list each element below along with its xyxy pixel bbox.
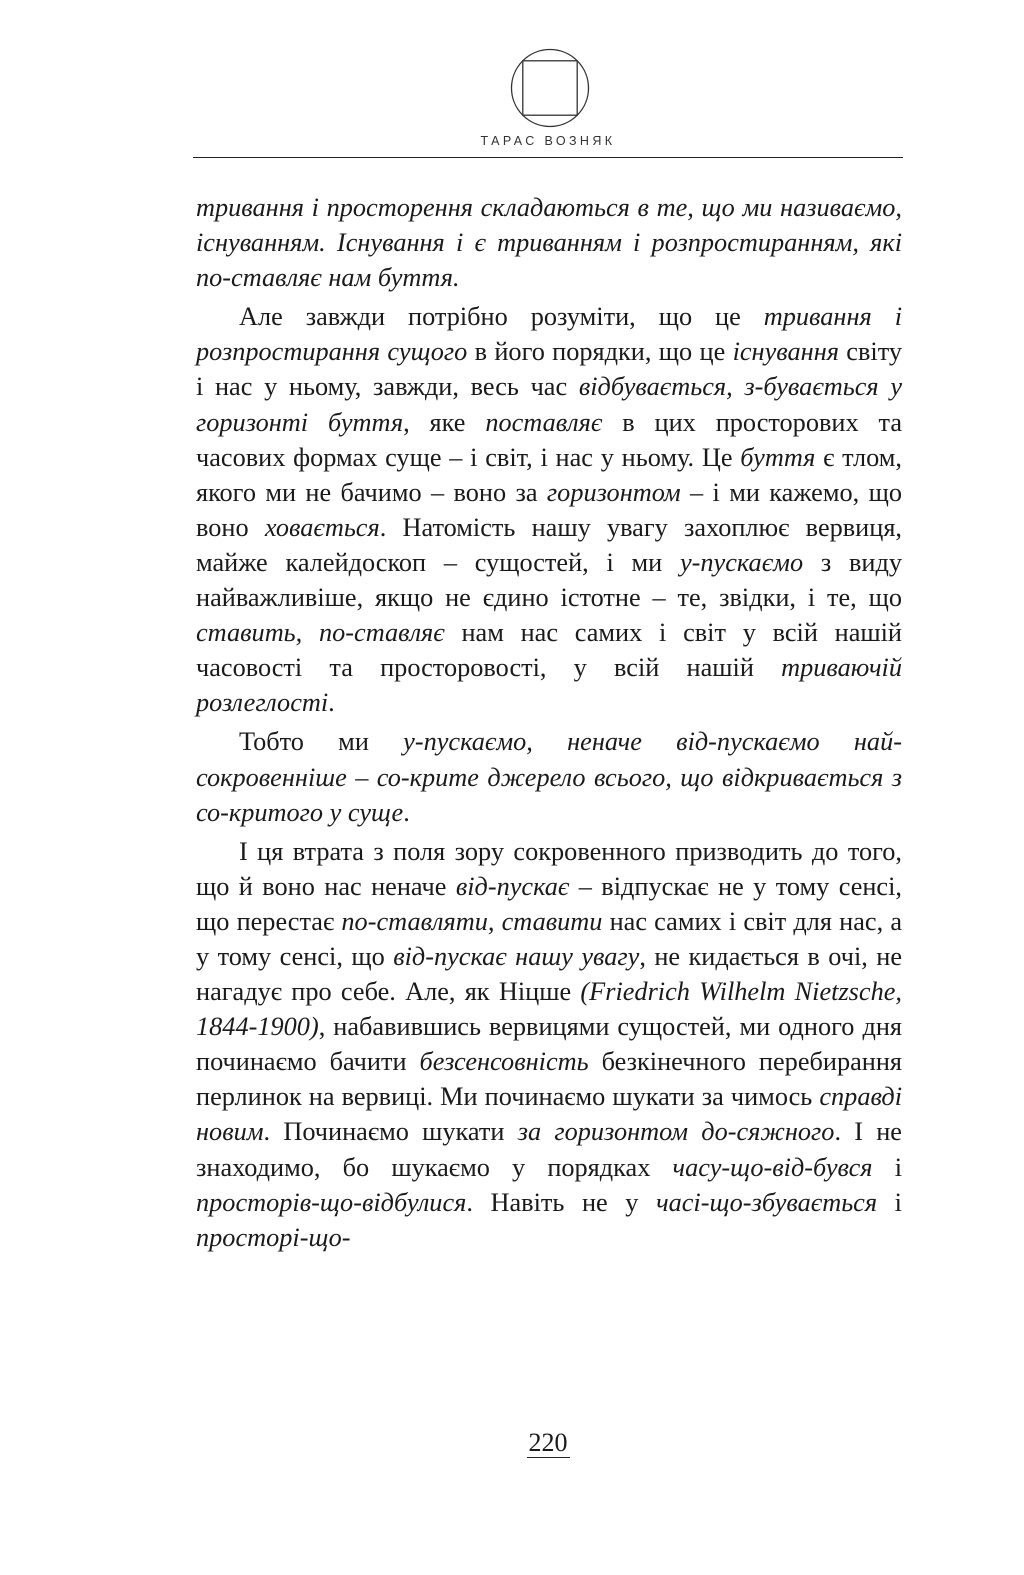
text-run: нам нас самих і світ у всій нашій часовості та просторовості, у всій нашій [196,618,903,683]
italic-text: просторі-що- [196,1222,351,1252]
italic-text: ховається [264,512,380,542]
page-number-value: 220 [528,1428,568,1457]
text-run: , набавившись вервицями сущостей, ми одного дня починаємо бачити [196,1012,902,1077]
italic-text: тривання і просторення складаються в те, що ми називаємо, існуванням. Існування і є триванням і розпростиранням, які по-ставляє нам буття. [196,193,902,293]
paragraph [196,299,902,720]
text-run: і [872,1152,902,1182]
italic-text: відбувається, з-бувається у горизонті буття [196,372,902,437]
italic-text: від-пускає нашу увагу [393,941,640,971]
italic-text: тривання і розпростирання сущого [196,302,902,367]
italic-text: поставляє [485,407,603,437]
text-run: Але завжди потрібно розуміти, що це [239,302,764,332]
italic-text: існування [732,337,839,367]
italic-text: у-пускаємо [679,547,804,577]
text-run: – і ми кажемо, що воно [196,477,902,542]
paragraph [196,724,902,829]
page-number [193,1428,903,1458]
text-run: безкінечного перебирання перлинок на вервиці. Ми починаємо шукати за чимось [196,1047,903,1112]
italic-text: часі-що-збувається [656,1187,878,1217]
text-run: . Навіть не у [466,1187,657,1217]
italic-text: буття [740,442,816,472]
circle-square-emblem-icon [510,48,590,128]
italic-text: у-пускаємо, неначе від-пускаємо найсокровенніше – со-крите джерело всього, що відкривається з со-критого у суще [196,727,902,827]
text-run: з виду найважливіше, якщо не єдино істотне – те, звідки, і те, що [196,547,902,613]
header-rule [193,157,903,158]
italic-text: ставить, по-ставляє [196,618,445,648]
italic-text: часу-що-від-бувся [672,1152,873,1182]
text-run: . Починаємо шукати [263,1117,518,1147]
text-run: . Натомість нашу увагу захоплює вервиця, майже калейдоскоп – сущостей, і ми [196,512,902,577]
italic-text: безсенсовність [419,1047,589,1077]
text-run: І ця втрата з поля зору сокровенного призводить до того, що й воно нас неначе [196,836,902,901]
text-run: , яке [403,407,486,437]
italic-text: триваючій розлеглості [196,653,902,718]
italic-text: горизонтом [546,477,681,507]
text-run: . І не знаходимо, бо шукаємо у порядках [196,1117,902,1182]
paragraph [196,834,902,1255]
text-run: нас самих і світ для нас, а у тому сенсі, що [196,906,902,971]
paragraph [196,190,902,295]
italic-text: за горизонтом до-сяжного [517,1117,835,1147]
body-text [196,190,902,1259]
text-run: і [877,1187,902,1217]
text-run: , не кидається в очі, не нагадує про себе. Але, як Ніцше [196,941,903,1007]
text-run: – відпускає не у тому сенсі, що перестає [196,871,902,936]
text-run: . [328,688,335,718]
text-run: в його порядки, що це [467,337,733,367]
running-head: ТАРАС ВОЗНЯК [480,134,616,148]
text-run: світу і нас у ньому, завжди, весь час [196,337,902,402]
italic-text: по-ставляти, ставити [341,906,603,936]
italic-text: справді новим [196,1082,902,1147]
text-run: Тобто ми [239,727,404,757]
italic-text: просторів-що-відбулися [196,1187,467,1217]
text-run: . [403,797,410,827]
italic-text: (Friedrich Wilhelm Nietzsche, 1844-1900) [196,977,902,1042]
text-run: є тлом, якого ми не бачимо – воно за [196,442,902,507]
italic-text: від-пускає [455,871,570,901]
text-run: в цих просторових та часових формах суще – і світ, і нас у ньому. Це [196,407,902,472]
